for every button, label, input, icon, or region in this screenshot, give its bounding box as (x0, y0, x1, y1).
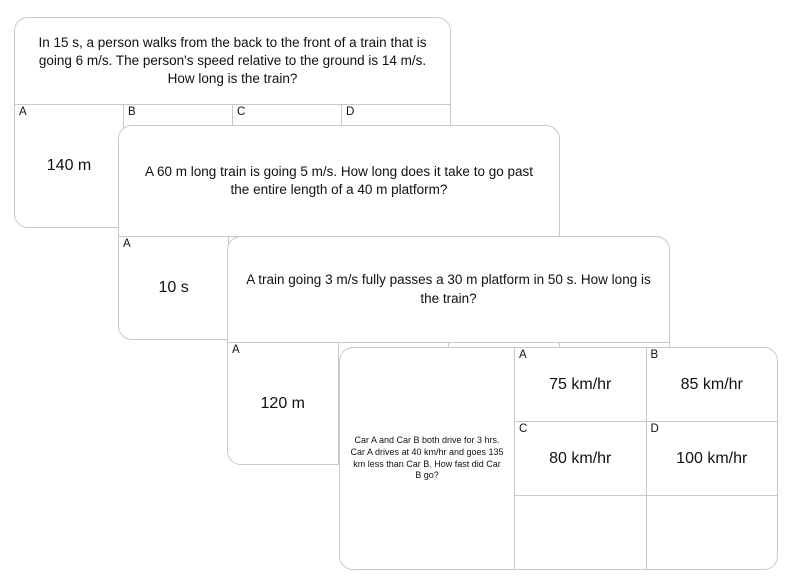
answer-letter: C (519, 423, 528, 435)
answer-value: 85 km/hr (680, 375, 743, 393)
answer-letter: B (650, 349, 659, 361)
answer-option-b[interactable] (646, 348, 778, 421)
answer-letter: A (232, 344, 240, 356)
answer-grid (514, 348, 777, 569)
question-area (340, 348, 514, 569)
answer-letter: B (128, 106, 136, 118)
answer-value: 120 m (260, 394, 305, 412)
answer-value: 100 km/hr (676, 449, 748, 467)
question-text: A train going 3 m/s fully passes a 30 m platform in 50 s. How long is the train? (246, 272, 651, 306)
answer-option-c[interactable] (515, 422, 646, 495)
question-text: Car A and Car B both drive for 3 hrs. Car A drives at 40 km/hr and goes 135 km less than Car B. How fast did Car B go? (350, 435, 504, 481)
question-area (228, 237, 669, 342)
answer-value: 140 m (46, 157, 92, 174)
answer-letter: A (519, 349, 527, 361)
answer-value: 10 s (158, 279, 189, 296)
question-card-4[interactable] (339, 347, 778, 570)
answer-option-empty-right[interactable] (646, 496, 778, 569)
answer-grid-row (515, 495, 777, 569)
question-area (15, 18, 450, 104)
answer-option-a[interactable] (515, 348, 646, 421)
question-text: A 60 m long train is going 5 m/s. How long does it take to go past the entire length of a 40 m platform? (145, 163, 533, 197)
answer-grid-row (515, 348, 777, 421)
answer-letter: A (19, 106, 27, 118)
answer-option-empty-left[interactable] (515, 496, 646, 569)
answer-letter: C (237, 106, 246, 118)
answer-grid-row (515, 421, 777, 495)
answer-letter: D (346, 106, 355, 118)
answer-option-d[interactable] (646, 422, 778, 495)
question-text: In 15 s, a person walks from the back to the front of a train that is going 6 m/s. The person's speed relative to the ground is 14 m/s. How long is the train? (38, 34, 427, 87)
answer-value: 75 km/hr (549, 375, 612, 393)
answer-option-a[interactable] (15, 105, 123, 227)
answer-letter: A (123, 238, 131, 250)
answer-value: 80 km/hr (549, 449, 612, 467)
question-area (119, 126, 559, 236)
answer-option-a[interactable] (228, 343, 338, 464)
answer-option-a[interactable] (119, 237, 228, 339)
answer-letter: D (650, 423, 659, 435)
